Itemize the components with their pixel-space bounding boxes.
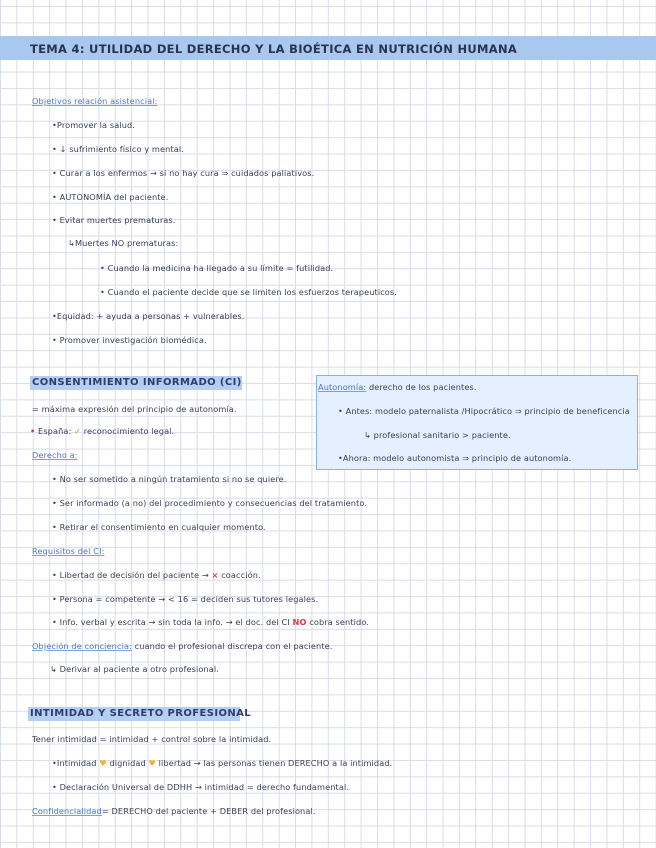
intimidad-word: •Intimidad xyxy=(52,758,97,768)
no-emphasis: NO xyxy=(292,617,307,627)
pin-icon: • xyxy=(30,426,36,436)
autonomia-line xyxy=(318,382,477,392)
declaracion-line: • Declaración Universal de DDHH → intimidad = derecho fundamental. xyxy=(52,782,350,792)
derecho-item: • Ser informado (a no) del procedimiento y consecuencias del tratamiento. xyxy=(52,498,368,508)
ci-heading: CONSENTIMIENTO INFORMADO (CI) xyxy=(32,377,242,388)
autonomia-text: derecho de los pacientes. xyxy=(368,382,477,392)
objective-item: • Promover investigación biomédica. xyxy=(52,335,207,345)
autonomia-label: Autonomía: xyxy=(318,382,367,392)
ci-spain-line xyxy=(30,426,174,436)
req1-text: • Libertad de decisión del paciente → xyxy=(52,570,209,580)
autonomia-antes-sub: ↳ profesional sanitario > paciente. xyxy=(364,430,511,440)
heart-icon: ♥ xyxy=(99,758,107,768)
req3-post: cobra sentido. xyxy=(309,617,369,627)
objective-item: • Curar a los enfermos → si no hay cura ⇒ cuidados paliativos. xyxy=(52,168,315,178)
derecho-item: • Retirar el consentimiento en cualquier momento. xyxy=(52,522,266,532)
objecion-line xyxy=(32,641,332,651)
intimidad-line xyxy=(52,758,392,768)
intimidad-heading: INTIMIDAD Y SECRETO PROFESIONAL xyxy=(30,708,252,719)
autonomia-antes: • Antes: modelo paternalista /Hipocrático ⇒ principio de beneficencia xyxy=(338,406,630,416)
dignidad-word: dignidad xyxy=(109,758,146,768)
objective-item: •Promover la salud. xyxy=(52,120,135,130)
objective-subheading: ↳Muertes NO prematuras: xyxy=(68,238,179,248)
confidencialidad-label: Confidencialidad xyxy=(32,806,102,816)
spain-text: reconocimiento legal. xyxy=(83,426,175,436)
confidencialidad-text: = DERECHO del paciente + DEBER del profesional. xyxy=(101,806,316,816)
page-title: TEMA 4: UTILIDAD DEL DERECHO Y LA BIOÉTICA EN NUTRICIÓN HUMANA xyxy=(30,42,518,56)
req3-text: • Info. verbal y escrita → sin toda la info. → el doc. del CI xyxy=(52,617,290,627)
tener-intimidad: Tener intimidad = intimidad + control sobre la intimidad. xyxy=(32,734,272,744)
derivar-line: ↳ Derivar al paciente a otro profesional. xyxy=(50,664,219,674)
confidencialidad-line xyxy=(32,806,316,816)
req1-post: coacción. xyxy=(221,570,261,580)
objective-item: • ↓ sufrimiento físico y mental. xyxy=(52,144,184,154)
requisito-item xyxy=(52,570,261,580)
objective-subitem: • Cuando el paciente decide que se limiten los esfuerzos terapeuticos. xyxy=(100,287,397,297)
objective-item: •Equidad: + ayuda a personas + vulnerables. xyxy=(52,311,245,321)
objective-subitem: • Cuando la medicina ha llegado a su límite = futilidad. xyxy=(100,263,334,273)
requisito-item xyxy=(52,617,369,627)
spain-label: España: xyxy=(38,426,72,436)
objective-item: • AUTONOMÍA del paciente. xyxy=(52,192,169,202)
requisito-item: • Persona = competente → < 16 = deciden sus tutores legales. xyxy=(52,594,319,604)
libertad-text: libertad → las personas tienen DERECHO a la intimidad. xyxy=(158,758,393,768)
check-icon: ✓ xyxy=(74,426,82,436)
requisitos-label: Requisitos del CI: xyxy=(32,546,105,556)
objecion-label: Objeción de conciencia: xyxy=(32,641,132,651)
objective-item: • Evitar muertes prematuras. xyxy=(52,215,176,225)
derecho-item: • No ser sometido a ningún tratamiento si no se quiere. xyxy=(52,474,287,484)
derecho-label: Derecho a: xyxy=(32,450,78,460)
ci-intro: = máxima expresión del principio de autonomía. xyxy=(32,404,237,414)
cross-icon: × xyxy=(211,570,219,580)
objectives-heading: Objetivos relación asistencial: xyxy=(32,96,158,106)
heart-icon: ♥ xyxy=(148,758,156,768)
autonomia-ahora: •Ahora: modelo autonomista ⇒ principio de autonomía. xyxy=(338,453,572,463)
objecion-text: cuando el profesional discrepa con el paciente. xyxy=(134,641,333,651)
